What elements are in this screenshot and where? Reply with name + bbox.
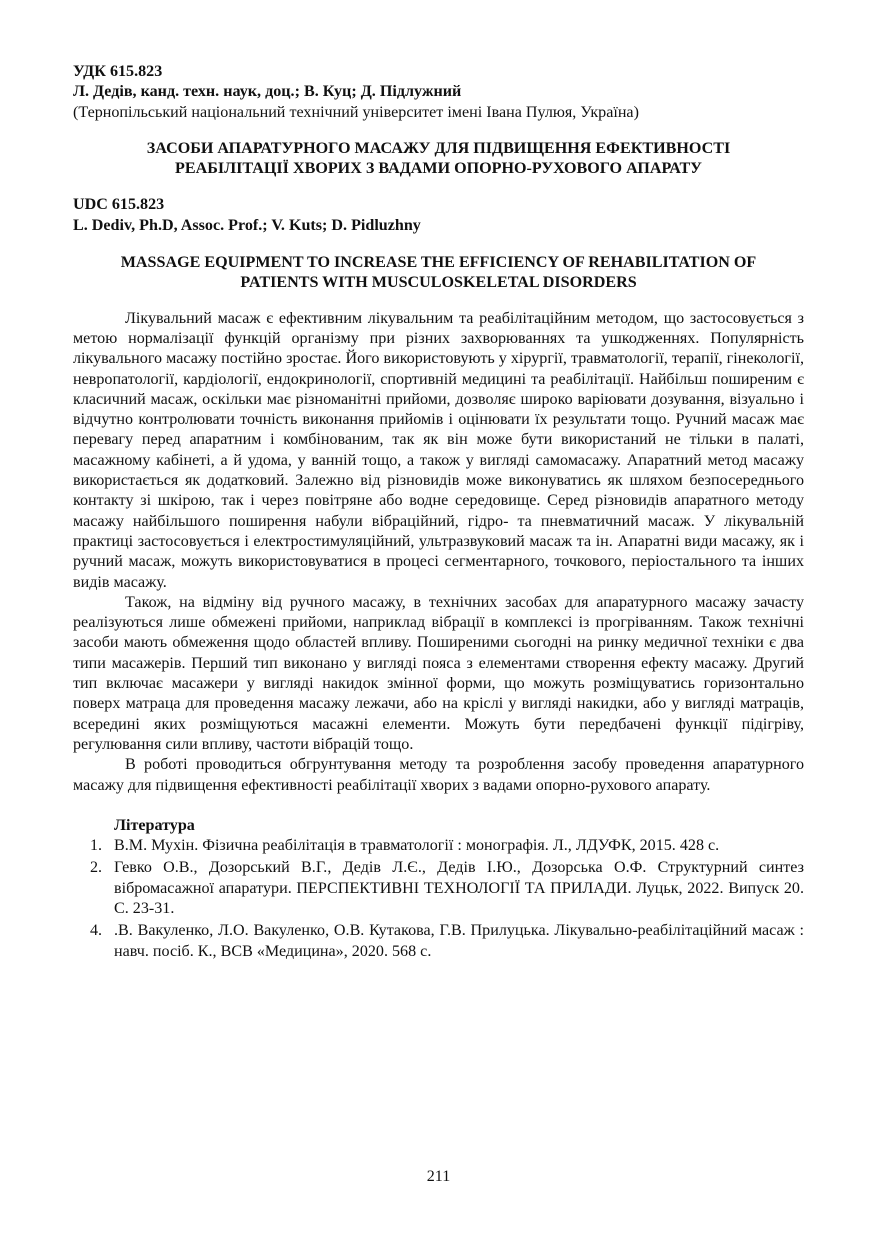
literature-heading: Література — [114, 816, 195, 834]
reference-number: 1. — [90, 837, 103, 855]
reference-text: В.М. Мухін. Фізична реабілітація в травматології : монографія. Л., ЛДУФК, 2015. 428 с. — [114, 837, 720, 855]
authors-ua: Л. Дедів, канд. техн. наук, доц.; В. Куц; Д. Підлужний — [73, 83, 462, 101]
body-text — [73, 309, 804, 796]
paper-page — [73, 62, 804, 964]
title-ua-line-1: ЗАСОБИ АПАРАТУРНОГО МАСАЖУ ДЛЯ ПІДВИЩЕННЯ ЕФЕКТИВНОСТІ — [146, 139, 731, 157]
page-number: 211 — [426, 1168, 451, 1185]
title-en — [73, 253, 804, 294]
reference-number: 2. — [90, 859, 103, 877]
reference-item — [73, 921, 804, 962]
body-paragraph-2: Також, на відміну від ручного масажу, в технічних засобах для апаратурного масажу зачасту реалізуються лише обмежені прийоми, наприклад вібрації в комплексі із прогріванням. Також технічні засоби мають обмеження щодо областей впливу. Поширеними сьогодні на ринку медичної техніки є два типи масажерів. Перший тип виконано у вигляді пояса з елементами створення ефекту масажу. Другий тип включає масажери у вигляді накидок змінної форми, що можуть розміщуватись горизонтально поверх матраца для проведення масажу лежачи, або на кріслі у вигляді накидки, або у вигляді матраців, всередині яких розміщуються масажні елементи. Можуть бути передбачені функції підігріву, регулювання сили впливу, частоти вібрацій тощо. — [73, 593, 804, 753]
reference-number: 4. — [90, 922, 103, 940]
header-ua — [73, 62, 804, 123]
udc-en: UDC 615.823 — [73, 196, 165, 214]
title-ua-line-2: РЕАБІЛІТАЦІЇ ХВОРИХ З ВАДАМИ ОПОРНО-РУХОВОГО АПАРАТУ — [175, 160, 702, 178]
reference-text: Гевко О.В., Дозорський В.Г., Дедів Л.Є., Дедів І.Ю., Дозорська О.Ф. Структурний синтез вібромасажної апаратури. ПЕРСПЕКТИВНІ ТЕХНОЛОГІЇ ТА ПРИЛАДИ. Луцьк, 2022. Випуск 20. С. 23-31. — [114, 859, 804, 917]
body-paragraph-3: В роботі проводиться обгрунтування методу та розроблення засобу проведення апаратурного масажу для підвищення ефективності реабілітації хворих з вадами опорно-рухового апарату. — [73, 756, 804, 794]
reference-text: .В. Вакуленко, Л.О. Вакуленко, О.В. Кутакова, Г.В. Прилуцька. Лікувально-реабілітаційний масаж : навч. посіб. К., ВСВ «Медицина», 2020. 568 с. — [114, 922, 804, 960]
reference-item — [73, 858, 804, 919]
title-en-line-1: MASSAGE EQUIPMENT TO INCREASE THE EFFICIENCY OF REHABILITATION OF — [120, 254, 757, 272]
authors-en: L. Dediv, Ph.D, Assoc. Prof.; V. Kuts; D. Pidluzhny — [73, 216, 421, 234]
header-en — [73, 195, 804, 236]
affiliation-ua: (Тернопільський національний технічний університет імені Івана Пулюя, Україна) — [73, 103, 639, 121]
reference-item — [73, 836, 804, 856]
title-ua — [73, 139, 804, 180]
title-en-line-2: PATIENTS WITH MUSCULOSKELETAL DISORDERS — [240, 274, 637, 292]
udc-ua: УДК 615.823 — [73, 63, 163, 80]
body-paragraph-1: Лікувальний масаж є ефективним лікувальним та реабілітаційним методом, що застосовується з метою нормалізації функцій організму при різних захворюваннях та ушкодженнях. Популярність лікувального масажу постійно зростає. Його використовують у хірургії, травматології, терапії, гінекології, невропатології, кардіології, ендокринології, спортивній медицині та реабілітації. Найбільш поширеним є класичний масаж, оскільки має різноманітні прийоми, дозволяє широко варіювати дозування, візуально і відчутно контролювати точність виконання прийомів і оцінювати їх результати тощо. Ручний масаж має перевагу перед апаратним і комбінованим, так як він може бути використаний не тільки в палаті, масажному кабінеті, а й удома, у ванній тощо, а також у вигляді самомасажу. Апаратний метод масажу використається як додатковий. Залежно від різновидів може виконуватись як шляхом безпосереднього контакту зі шкірою, так і через повітряне або водне середовище. Серед різновидів апаратного методу масажу найбільшого поширення набули вібраційний, гідро- та пневматичний масаж. У лікувальній практиці застосовується і електростимуляційний, ультразвуковий масаж та ін. Апаратні види масажу, як і ручний масаж, можуть використовуватися в процесі сегментарного, точкового, періостального та інших видів масажу. — [73, 309, 804, 591]
reference-list — [73, 836, 804, 962]
